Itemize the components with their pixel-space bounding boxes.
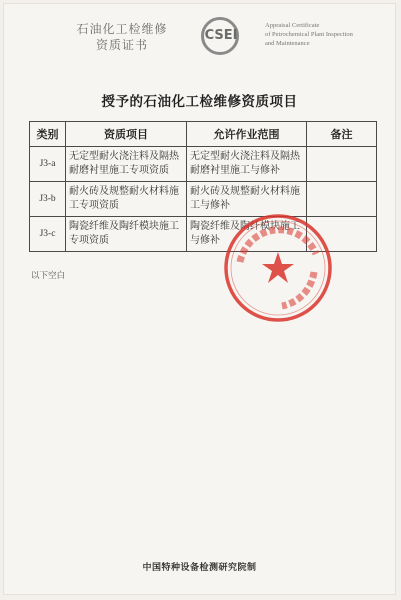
table-row xyxy=(30,182,377,217)
row-item: 耐火砖及规整耐火材料施工专项资质 xyxy=(66,182,187,217)
header-remark: 备注 xyxy=(307,122,377,147)
header-item: 资质项目 xyxy=(66,122,187,147)
row-code: J3-b xyxy=(30,182,66,217)
csei-logo xyxy=(189,17,255,57)
certificate-name-line2: 资质证书 xyxy=(95,38,148,52)
row-scope: 陶瓷纤维及陶纤模块施工与修补 xyxy=(187,217,307,252)
row-remark xyxy=(307,147,377,182)
certificate-page xyxy=(3,3,396,595)
row-remark xyxy=(307,217,377,252)
qualification-table xyxy=(29,121,377,252)
english-title xyxy=(265,21,395,48)
issuer-footer: 中国特种设备检测研究院制 xyxy=(142,563,257,573)
row-item: 无定型耐火浇注料及隔热耐磨衬里施工专项资质 xyxy=(66,147,187,182)
header-category: 类别 xyxy=(30,122,66,147)
table-header-row xyxy=(30,122,377,147)
logo-text: CSEI xyxy=(204,28,238,43)
page-title: 授予的石油化工检维修资质项目 xyxy=(101,94,298,110)
certificate-name xyxy=(63,21,181,53)
row-scope: 耐火砖及规整耐火材料施工与修补 xyxy=(187,182,307,217)
english-title-line2: of Petrochemical Plant Inspection xyxy=(265,31,353,38)
certificate-name-line1: 石油化工检维修 xyxy=(76,22,168,36)
row-remark xyxy=(307,182,377,217)
blank-below-note: 以下空白 xyxy=(31,271,66,281)
table-row xyxy=(30,147,377,182)
row-scope: 无定型耐火浇注料及隔热耐磨衬里施工与修补 xyxy=(187,147,307,182)
row-item: 陶瓷纤维及陶纤模块施工专项资质 xyxy=(66,217,187,252)
row-code: J3-c xyxy=(30,217,66,252)
english-title-line3: and Maintenance xyxy=(265,40,310,47)
row-code: J3-a xyxy=(30,147,66,182)
english-title-line1: Appraisal Certificate xyxy=(265,22,320,29)
table-row xyxy=(30,217,377,252)
header-scope: 允许作业范围 xyxy=(187,122,307,147)
